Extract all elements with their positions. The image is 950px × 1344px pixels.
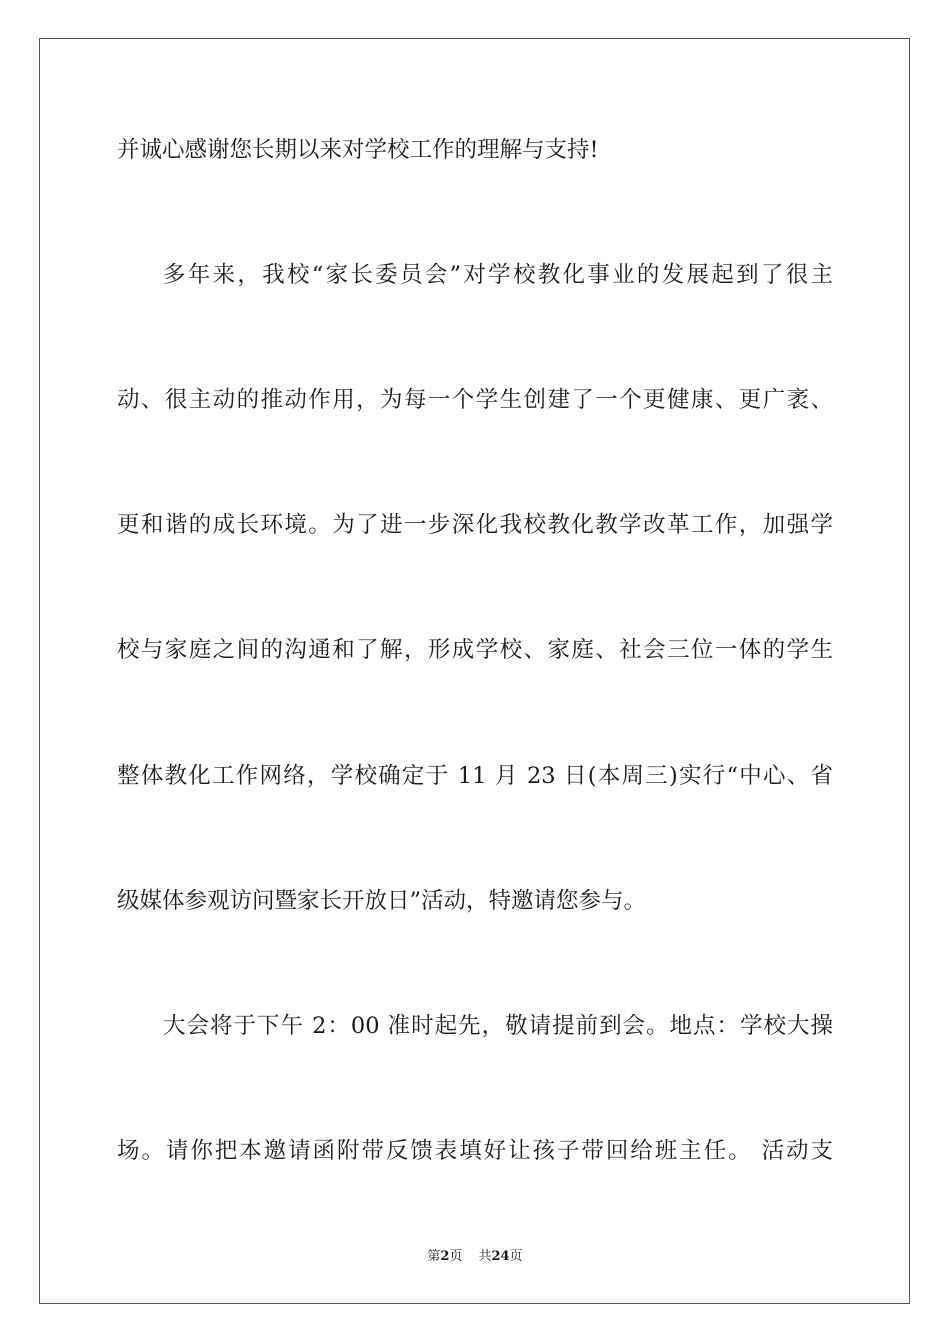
text-line: 校与家庭之间的沟通和了解，形成学校、家庭、社会三位一体的学生 bbox=[117, 637, 833, 663]
total-suffix: 页 bbox=[509, 1249, 523, 1264]
text-line: 并诚心感谢您长期以来对学校工作的理解与支持! bbox=[117, 137, 599, 163]
page-suffix: 页 bbox=[449, 1249, 463, 1264]
page-border bbox=[39, 38, 910, 1304]
text-line: 级媒体参观访问暨家长开放日”活动，特邀请您参与。 bbox=[117, 888, 647, 914]
text-line: 更和谐的成长环境。为了进一步深化我校教化教学改革工作，加强学 bbox=[117, 512, 833, 538]
text-line: 多年来，我校“家长委员会”对学校教化事业的发展起到了很主 bbox=[163, 262, 833, 288]
text-line: 大会将于下午 2：00 准时起先，敬请提前到会。地点：学校大操 bbox=[163, 1013, 833, 1039]
total-prefix: 共 bbox=[478, 1249, 492, 1264]
page-footer bbox=[0, 1248, 950, 1266]
text-line: 场。请你把本邀请函附带反馈表填好让孩子带回给班主任。 活动支 bbox=[117, 1138, 833, 1164]
page-number: 2 bbox=[440, 1249, 450, 1264]
page-prefix: 第 bbox=[427, 1249, 441, 1264]
text-line: 动、很主动的推动作用，为每一个学生创建了一个更健康、更广袤、 bbox=[117, 387, 833, 413]
text-line: 整体教化工作网络，学校确定于 11 月 23 日(本周三)实行“中心、省 bbox=[117, 763, 833, 789]
total-pages: 24 bbox=[491, 1249, 510, 1264]
